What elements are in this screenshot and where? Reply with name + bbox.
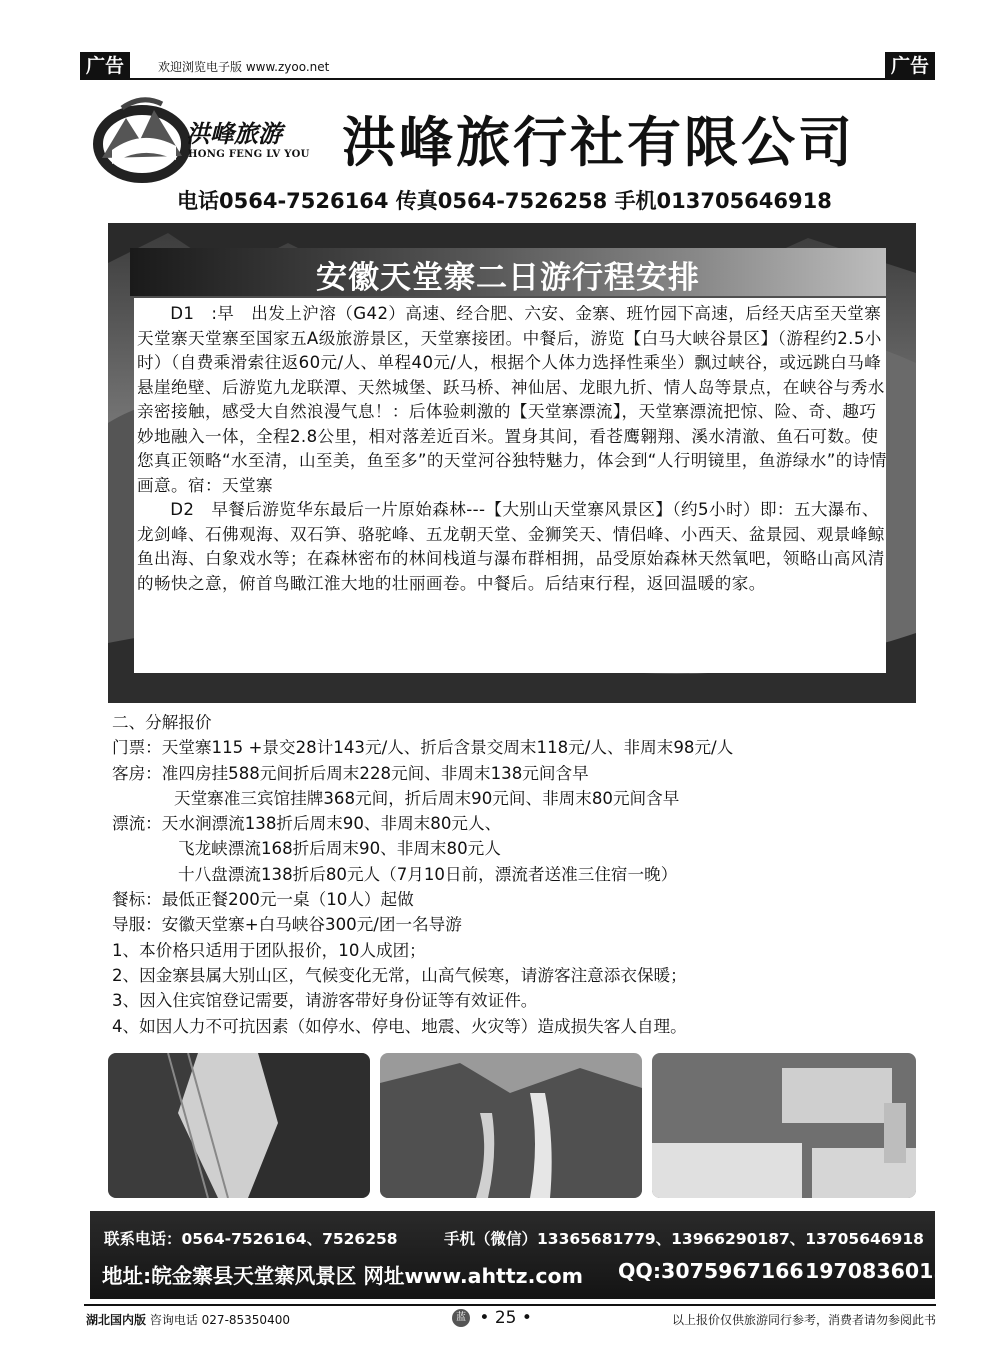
- page-footer-rule: [84, 1304, 936, 1306]
- rafting-price-1: 漂流：天水涧漂流138折后周末90、非周末80元人、: [112, 814, 502, 834]
- day1-description: D1 :早 出发上沪溶（G42）高速、经合肥、六安、金寨、班竹园下高速，后经天店至天堂寨天堂寨天堂寨至国家五A级旅游景区，天堂寨接团。中餐后，游览【白马大峡谷景区】（游程约2.5小时）（自费乘滑索往返60元/人、单程40元/人，根据个人体力选择性乘坐）飘过峡谷，或远跳白马峰悬崖绝壁、后游览九龙联潭、天然城堡、跃马桥、神仙居、龙眼九折、情人岛等景点，在峡谷与秀水亲密接触，感受大自然浪漫气息！：后体验刺激的【天堂寨漂流】，天堂寨漂流把惊、险、奇、趣巧妙地融入一体，全程2.8公里，相对落差近百米。置身其间，看苍鹰翱翔、溪水清澈、鱼石可数。使您真正领略“水至清，山至美，鱼至多”的天堂河谷独特魅力，体会到“人行明镜里，鱼游绿水”的诗情画意。宿：天堂寨: [137, 304, 887, 495]
- itinerary-text: [137, 302, 889, 596]
- waterfall-photo: [380, 1053, 642, 1198]
- footer-contact-band: [90, 1211, 948, 1299]
- section-label: 湖北国内版: [86, 1313, 147, 1327]
- ticket-price: 门票：天堂寨115 +景交28计143元/人、折后含景交周末118元/人、非周末98元/人: [112, 738, 734, 758]
- page-number: • 25 •: [479, 1308, 532, 1328]
- meal-price: 餐标：最低正餐200元一桌（10人）起做: [112, 890, 414, 910]
- company-name: 洪峰旅行社有限公司: [342, 110, 855, 174]
- footer-address: 地址:皖金寨县天堂寨风景区 网址www.ahttz.com: [102, 1264, 583, 1288]
- page-footer-left: [86, 1311, 290, 1328]
- logo-en: HONG FENG LV YOU: [188, 149, 310, 160]
- rafting-price-2: 飞龙峡漂流168折后周末90、非周末80元人: [178, 839, 501, 859]
- note-item: 4、如因人力不可抗因素（如停水、停电、地震、火灾等）造成损失客人自理。: [112, 1016, 687, 1036]
- ad-label-right: 广告: [885, 52, 935, 80]
- hotline: 咨询电话 027-85350400: [149, 1313, 290, 1327]
- note-item: 1、本价格只适用于团队报价，10人成团；: [112, 940, 426, 960]
- page-footer-center: [452, 1308, 532, 1328]
- welcome-link[interactable]: 欢迎浏览电子版 www.zyoo.net: [158, 60, 330, 74]
- pricing-heading: 二、分解报价: [112, 713, 212, 732]
- note-item: 2、因金寨县属大别山区，气候变化无常，山高气候寒，请游客注意添衣保暖；: [112, 965, 687, 985]
- note-item: 3、因入住宾馆登记需要，请游客带好身份证等有效证件。: [112, 991, 538, 1011]
- top-bar: [80, 48, 935, 80]
- guide-price: 导服：安徽天堂寨+白马峡谷300元/团一名导游: [112, 915, 462, 935]
- footer-mobile: 手机（微信）13365681779、13966290187、13705646918: [444, 1230, 924, 1248]
- day2-description: D2 早餐后游览华东最后一片原始森林---【大别山天堂寨风景区】（约5小时）即：五大瀑布、龙剑峰、石佛观海、双石笋、骆驼峰、五龙朝天堂、金狮笑天、情侣峰、小西天、盆景园、观景峰鲸鱼出海、白象戏水等；在森林密布的林间栈道与瀑布群相拥，品受原始森林天然氧吧，领略山高风清的畅快之意，俯首鸟瞰江淮大地的壮丽画卷。中餐后。后结束行程，返回温暖的家。: [137, 500, 885, 593]
- room-price-1: 客房：准四房挂588元间折后周末228元间、非周末138元间含早: [112, 763, 589, 783]
- itinerary-title-band: [130, 248, 886, 296]
- itinerary-title: 安徽天堂寨二日游行程安排: [316, 260, 700, 296]
- rafting-price-3: 十八盘漂流138折后80元人（7月10日前，漂流者送准三住宿一晚）: [178, 864, 678, 884]
- footer-phone: 联系电话：0564-7526164、7526258: [104, 1230, 398, 1248]
- room-price-2: 天堂寨准三宾馆挂牌368元间，折后周末90元间、非周末80元间含早: [174, 788, 680, 808]
- emblem-icon: 蓝: [452, 1309, 470, 1327]
- cliff-photo: [108, 1053, 370, 1198]
- logo-cn: 洪峰旅游: [186, 119, 282, 148]
- photo-strip: [108, 1053, 916, 1198]
- pricing-section: [112, 710, 733, 1039]
- disclaimer: 以上报价仅供旅游同行参考，消费者请勿参阅此书: [671, 1313, 936, 1327]
- contact-line: 电话0564-7526164 传真0564-7526258 手机013705646918: [177, 189, 832, 213]
- footer-extra-number: 1970836015: [805, 1259, 948, 1283]
- footer-qq: QQ:3075967166: [618, 1259, 804, 1283]
- hotel-room-photo: [652, 1053, 916, 1198]
- ad-label-left: 广告: [80, 52, 130, 80]
